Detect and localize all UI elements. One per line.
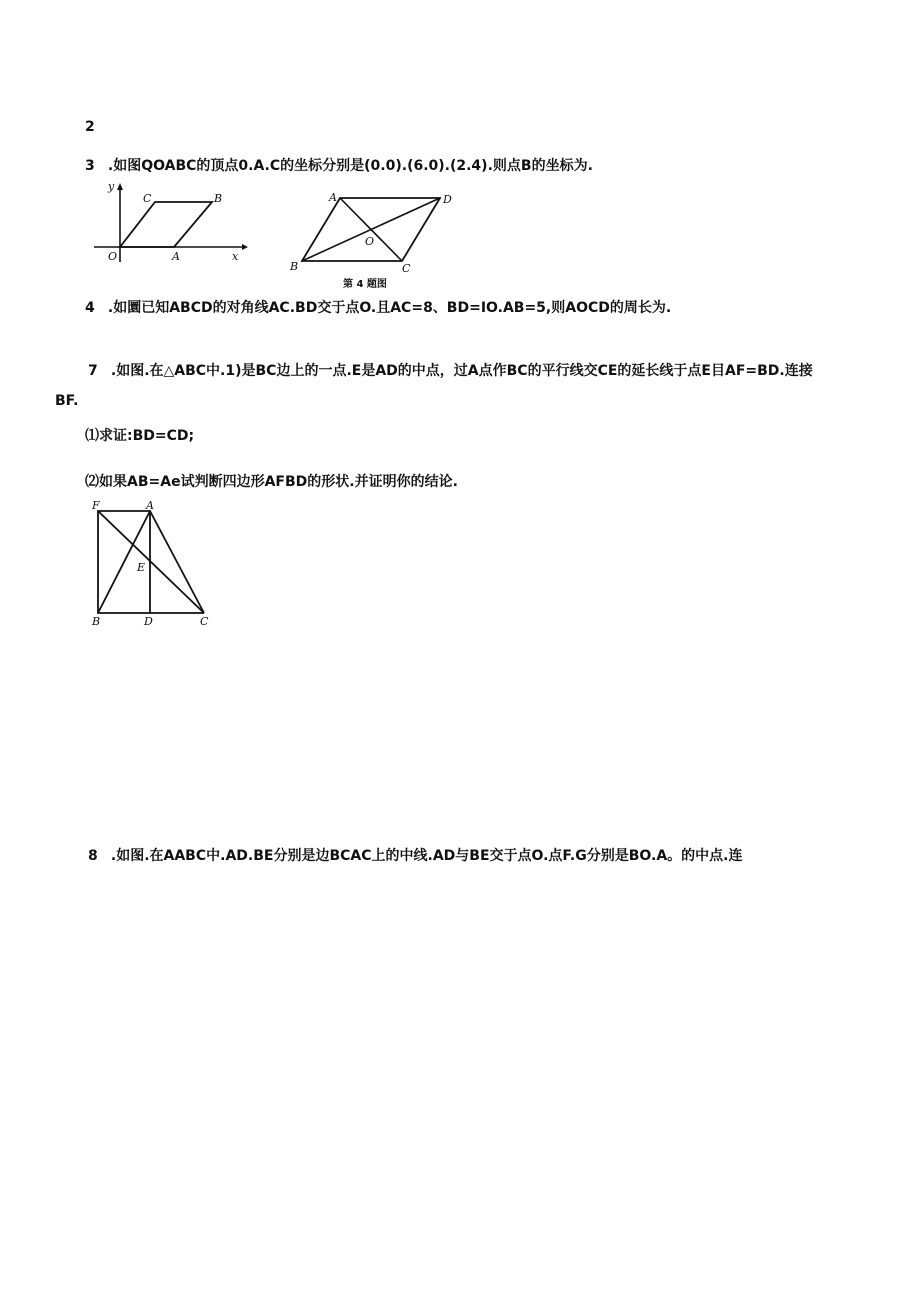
q8-line [88,847,742,865]
q2-number: 2 [85,119,95,135]
label-y: y [108,180,115,193]
parallelogram-oabc [120,202,212,247]
segment-fc [98,511,204,613]
label-A: A [172,250,180,263]
q4-line [85,299,671,317]
label-O: O [108,250,118,263]
label-C: C [402,262,411,275]
q4-text: .如圜已知ABCD的对角线AC.BD交于点O.且AC=8、BD=IO.AB=5,则AOCD的周长为. [107,300,672,316]
q3-text: .如图QOABC的顶点0.A.C的坐标分别是(0.0).(6.0).(2.4).则点B的坐标为. [107,158,593,174]
segment-ac [150,511,204,613]
label-A: A [329,191,337,204]
q7-part1: ⑴求证:BD=CD; [85,428,195,444]
label-C: C [200,615,209,628]
q7-number: 7 [88,363,98,379]
label-B: B [92,615,101,628]
q7-figure [88,497,228,632]
label-F: F [92,499,100,512]
q3-line [85,157,593,175]
label-D: D [443,193,452,206]
fig4-caption: 第 4 题图 [343,279,387,288]
q3-figure [90,180,250,270]
label-B: B [290,260,299,273]
fig4-figure [285,188,465,288]
label-A: A [146,499,154,512]
label-D: D [144,615,153,628]
q7-line [88,362,813,380]
q3-number: 3 [85,158,95,174]
q4-number: 4 [85,300,95,316]
q8-text: .如图.在AABC中.AD.BE分别是边BCAC上的中线.AD与BE交于点O.点F.G分别是BO.A。的中点.连 [110,848,743,864]
q7-part2: ⑵如果AB=Ae试判断四边形AFBD的形状.并证明你的结论. [85,474,458,490]
q7-text: .如图.在△ABC中.1)是BC边上的一点.E是AD的中点，过A点作BC的平行线交CE的延长线于点E目AF=BD.连接 [110,363,813,379]
label-x: x [232,250,239,263]
label-B: B [214,192,223,205]
q7-line-cont: BF. [55,393,79,409]
label-O: O [365,235,375,248]
label-E: E [137,561,146,574]
q8-number: 8 [88,848,98,864]
label-C: C [143,192,152,205]
diagonal-bd [302,198,440,261]
